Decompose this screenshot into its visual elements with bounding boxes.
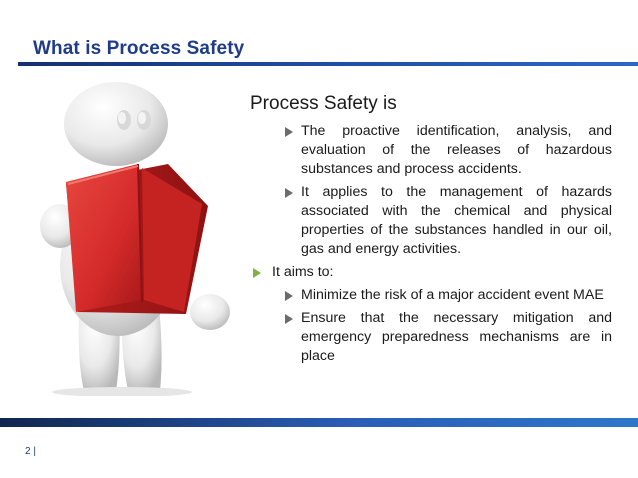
aims-point-text: Ensure that the necessary mitigation and emergency preparedness mechanisms are in place xyxy=(301,310,612,364)
definition-point xyxy=(250,122,612,179)
aims-point xyxy=(250,286,612,305)
definition-point-text: It applies to the management of hazards associated with the chemical and physical properties of the substances handled in our oil, gas and energy activities. xyxy=(301,184,612,257)
content-block xyxy=(250,92,612,370)
arrow-bullet-icon xyxy=(285,314,293,324)
slide-title: What is Process Safety xyxy=(33,38,245,59)
content-heading: Process Safety is xyxy=(250,93,397,114)
aims-label-item xyxy=(250,263,612,282)
definition-point-text: The proactive identification, analysis, and evaluation of the releases of hazardous substances and process accidents. xyxy=(301,123,612,177)
aims-point xyxy=(250,309,612,366)
page-number: 2 | xyxy=(25,446,36,457)
aims-label: It aims to: xyxy=(272,264,334,280)
green-arrow-bullet-icon xyxy=(253,268,261,278)
footer-band xyxy=(0,418,638,427)
aims-point-text: Minimize the risk of a major accident event MAE xyxy=(301,287,604,303)
definition-point xyxy=(250,183,612,259)
title-rule xyxy=(18,62,638,66)
figure-reading-book-illustration xyxy=(18,76,248,396)
arrow-bullet-icon xyxy=(285,188,293,198)
arrow-bullet-icon xyxy=(285,127,293,137)
arrow-bullet-icon xyxy=(285,291,293,301)
